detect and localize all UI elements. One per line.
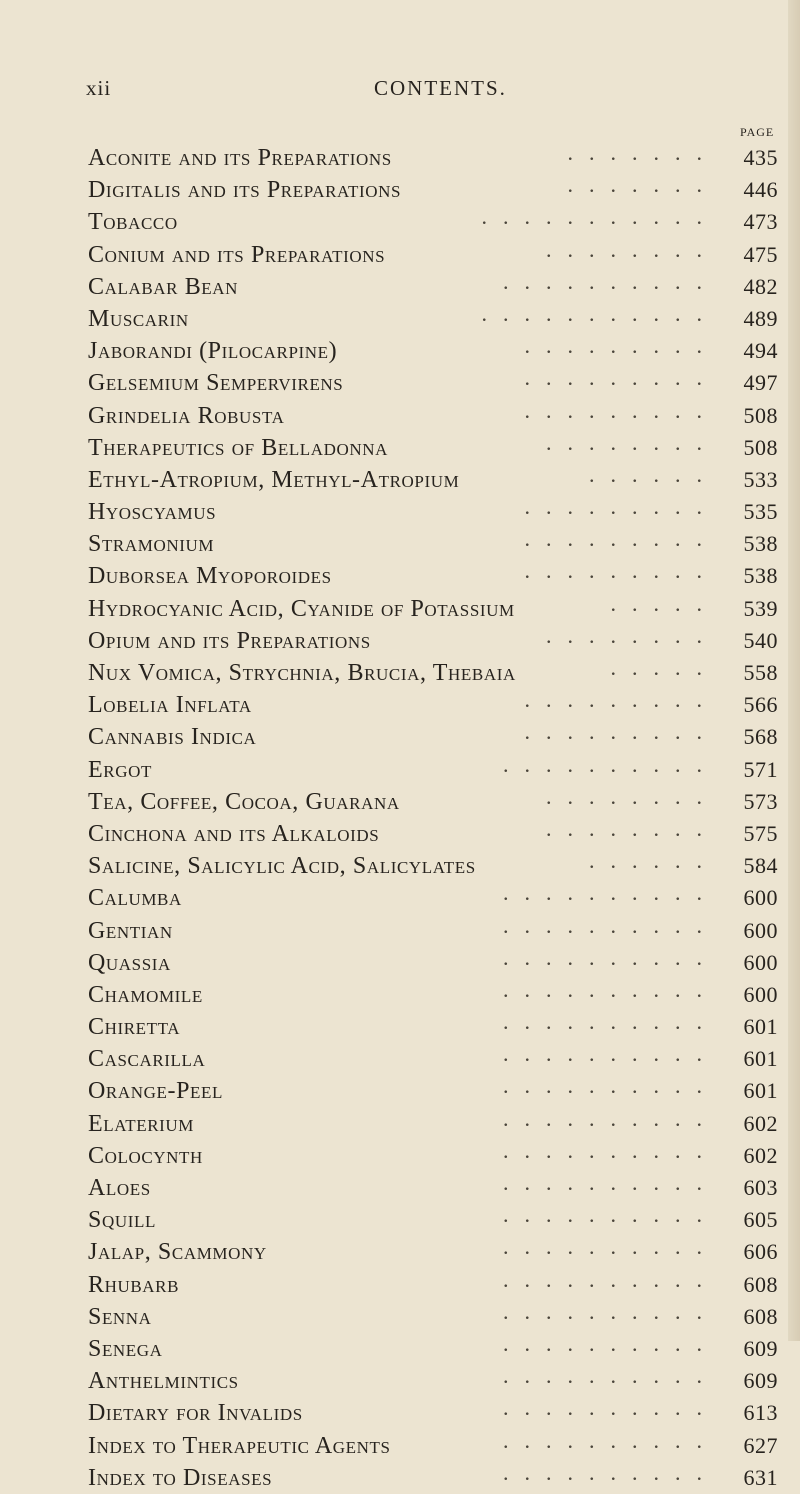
toc-entry-title: Calabar Bean [88, 273, 239, 300]
toc-entry-title: Chamomile [88, 981, 203, 1008]
toc-dot-leader: .......... [503, 1363, 718, 1389]
toc-entry-page: 609 [743, 1368, 778, 1394]
toc-entry-page: 602 [743, 1142, 778, 1168]
toc-dot-leader: ........ [546, 622, 718, 648]
toc-dot-leader: ....... [567, 140, 718, 165]
toc-entry-title: Senega [88, 1335, 163, 1362]
toc-entry-page: 606 [743, 1239, 778, 1265]
toc-entry-title: Grindelia Robusta [88, 402, 285, 429]
toc-entry-page: 601 [743, 1046, 778, 1072]
toc-entry-page: 631 [743, 1464, 778, 1490]
toc-dot-leader: ...... [589, 461, 718, 487]
toc-entry-title: Elaterium [88, 1110, 194, 1137]
toc-dot-leader: .......... [503, 1395, 718, 1421]
toc-entry-page: 508 [743, 402, 778, 428]
toc-entry [88, 1459, 778, 1494]
toc-entry-title: Lobelia Inflata [88, 692, 252, 719]
toc-entry-page: 566 [743, 692, 778, 718]
toc-entry-page: 609 [743, 1335, 778, 1361]
toc-dot-leader: ......... [524, 526, 718, 552]
toc-entry-page: 489 [743, 305, 778, 331]
toc-dot-leader: .......... [503, 751, 718, 777]
toc-dot-leader: ........... [481, 300, 718, 326]
toc-entry-title: Duborsea Myoporoides [88, 563, 332, 590]
toc-entry-page: 539 [743, 595, 778, 621]
toc-entry-title: Orange-Peel [88, 1078, 223, 1105]
toc-entry-page: 538 [743, 563, 778, 589]
toc-dot-leader: .......... [503, 912, 718, 938]
toc-dot-leader: .......... [503, 1009, 718, 1035]
toc-dot-leader: .......... [503, 1330, 718, 1356]
toc-entry-page: 605 [743, 1207, 778, 1233]
toc-entry-title: Index to Diseases [88, 1464, 273, 1491]
toc-dot-leader: ......... [524, 365, 718, 391]
toc-dot-leader: .......... [503, 1298, 718, 1324]
toc-entry-title: Rhubarb [88, 1271, 180, 1298]
toc-entry-page: 568 [743, 724, 778, 750]
toc-dot-leader: .......... [503, 1137, 718, 1163]
toc-entry-title: Stramonium [88, 531, 215, 558]
toc-dot-leader: ........ [546, 783, 718, 809]
page-title: CONTENTS. [374, 76, 507, 100]
toc-entry-title: Anthelmintics [88, 1368, 239, 1395]
toc-dot-leader: ........ [546, 236, 718, 262]
toc-dot-leader: ......... [524, 719, 718, 745]
toc-entry-title: Dietary for Invalids [88, 1400, 303, 1427]
toc-dot-leader: .......... [503, 944, 718, 970]
toc-entry-title: Opium and its Preparations [88, 627, 371, 654]
toc-entry-page: 494 [743, 338, 778, 364]
toc-dot-leader: ......... [524, 333, 718, 359]
toc-entry-page: 540 [743, 627, 778, 653]
toc-entry-title: Ergot [88, 756, 152, 783]
toc-entry-page: 600 [743, 885, 778, 911]
toc-entry-page: 608 [743, 1271, 778, 1297]
toc-dot-leader: ........ [546, 815, 718, 841]
toc-entry-page: 573 [743, 788, 778, 814]
toc-entry-title: Senna [88, 1303, 152, 1330]
toc-entry-title: Index to Therapeutic Agents [88, 1432, 391, 1459]
toc-entry-page: 571 [743, 756, 778, 782]
toc-dot-leader: ......... [524, 494, 718, 520]
toc-dot-leader: .......... [503, 1041, 718, 1067]
toc-entry-title: Nux Vomica, Strychnia, Brucia, Thebaia [88, 660, 516, 686]
toc-dot-leader: .......... [503, 1202, 718, 1228]
toc-dot-leader: ..... [610, 655, 718, 680]
toc-dot-leader: ......... [524, 397, 718, 423]
toc-entry-title: Muscarin [88, 305, 189, 332]
page-column-label: PAGE [740, 125, 775, 139]
toc-entry-page: 535 [743, 499, 778, 525]
toc-entry-title: Salicine, Salicylic Acid, Salicylates [88, 853, 476, 880]
toc-dot-leader: .......... [503, 880, 718, 906]
toc-entry-page: 584 [743, 853, 778, 879]
toc-dot-leader: .......... [503, 1266, 718, 1292]
toc-entry-title: Tobacco [88, 209, 178, 236]
page-edge-shadow [788, 0, 800, 1341]
toc-entry-page: 482 [743, 273, 778, 299]
toc-entry-page: 627 [743, 1432, 778, 1458]
toc-entry-page: 608 [743, 1303, 778, 1329]
toc-dot-leader: .......... [503, 1459, 718, 1485]
toc-entry-title: Gentian [88, 917, 173, 944]
toc-entry-title: Chiretta [88, 1014, 181, 1041]
toc-dot-leader: ......... [524, 558, 718, 584]
toc-entry-page: 558 [743, 660, 778, 685]
toc-dot-leader: .......... [503, 1170, 718, 1195]
toc-entry-page: 446 [743, 177, 778, 203]
toc-entry-title: Cannabis Indica [88, 724, 257, 751]
toc-entry-title: Cinchona and its Alkaloids [88, 820, 380, 847]
toc-dot-leader: .......... [503, 1427, 718, 1453]
toc-entry-title: Aloes [88, 1175, 151, 1201]
toc-entry-title: Gelsemium Sempervirens [88, 370, 344, 397]
toc-entry-title: Cascarilla [88, 1046, 206, 1073]
toc-entry-page: 497 [743, 370, 778, 396]
toc-entry-page: 613 [743, 1400, 778, 1426]
table-of-contents [88, 142, 778, 1494]
toc-entry-page: 473 [743, 209, 778, 235]
toc-dot-leader: .......... [503, 1105, 718, 1131]
toc-dot-leader: ......... [524, 687, 718, 713]
toc-entry-title: Hyoscyamus [88, 499, 217, 526]
toc-entry-title: Quassia [88, 949, 171, 976]
toc-dot-leader: ..... [610, 590, 718, 616]
toc-entry-title: Conium and its Preparations [88, 241, 386, 268]
toc-entry-page: 600 [743, 981, 778, 1007]
toc-entry-page: 600 [743, 917, 778, 943]
toc-entry-title: Colocynth [88, 1142, 203, 1169]
toc-dot-leader: .......... [503, 1073, 718, 1099]
toc-dot-leader: .......... [503, 1234, 718, 1260]
toc-entry-page: 435 [743, 145, 778, 170]
toc-dot-leader: ........... [481, 204, 718, 230]
toc-entry-page: 601 [743, 1014, 778, 1040]
page-number-roman: xii [86, 76, 112, 100]
toc-entry-page: 508 [743, 434, 778, 460]
toc-entry-page: 601 [743, 1078, 778, 1104]
toc-entry-title: Jaborandi (Pilocarpine) [88, 338, 338, 365]
toc-entry-page: 533 [743, 466, 778, 492]
toc-dot-leader: ........ [546, 429, 718, 455]
toc-entry-title: Aconite and its Preparations [88, 145, 392, 171]
toc-entry-page: 600 [743, 949, 778, 975]
toc-entry-page: 602 [743, 1110, 778, 1136]
toc-dot-leader: ...... [589, 848, 718, 874]
toc-dot-leader: ....... [567, 172, 718, 198]
toc-entry-title: Tea, Coffee, Cocoa, Guarana [88, 788, 400, 815]
toc-entry-title: Ethyl-Atropium, Methyl-Atropium [88, 466, 460, 493]
toc-entry-title: Calumba [88, 885, 182, 912]
toc-entry-title: Squill [88, 1207, 156, 1234]
toc-dot-leader: .......... [503, 268, 718, 294]
toc-entry-title: Jalap, Scammony [88, 1239, 267, 1266]
toc-dot-leader: .......... [503, 976, 718, 1002]
toc-entry-page: 538 [743, 531, 778, 557]
toc-entry-page: 475 [743, 241, 778, 267]
toc-entry-title: Digitalis and its Preparations [88, 177, 402, 204]
toc-entry-page: 603 [743, 1175, 778, 1200]
toc-entry-title: Therapeutics of Belladonna [88, 434, 389, 461]
toc-entry-title: Hydrocyanic Acid, Cyanide of Potassium [88, 595, 515, 622]
toc-entry-page: 575 [743, 820, 778, 846]
